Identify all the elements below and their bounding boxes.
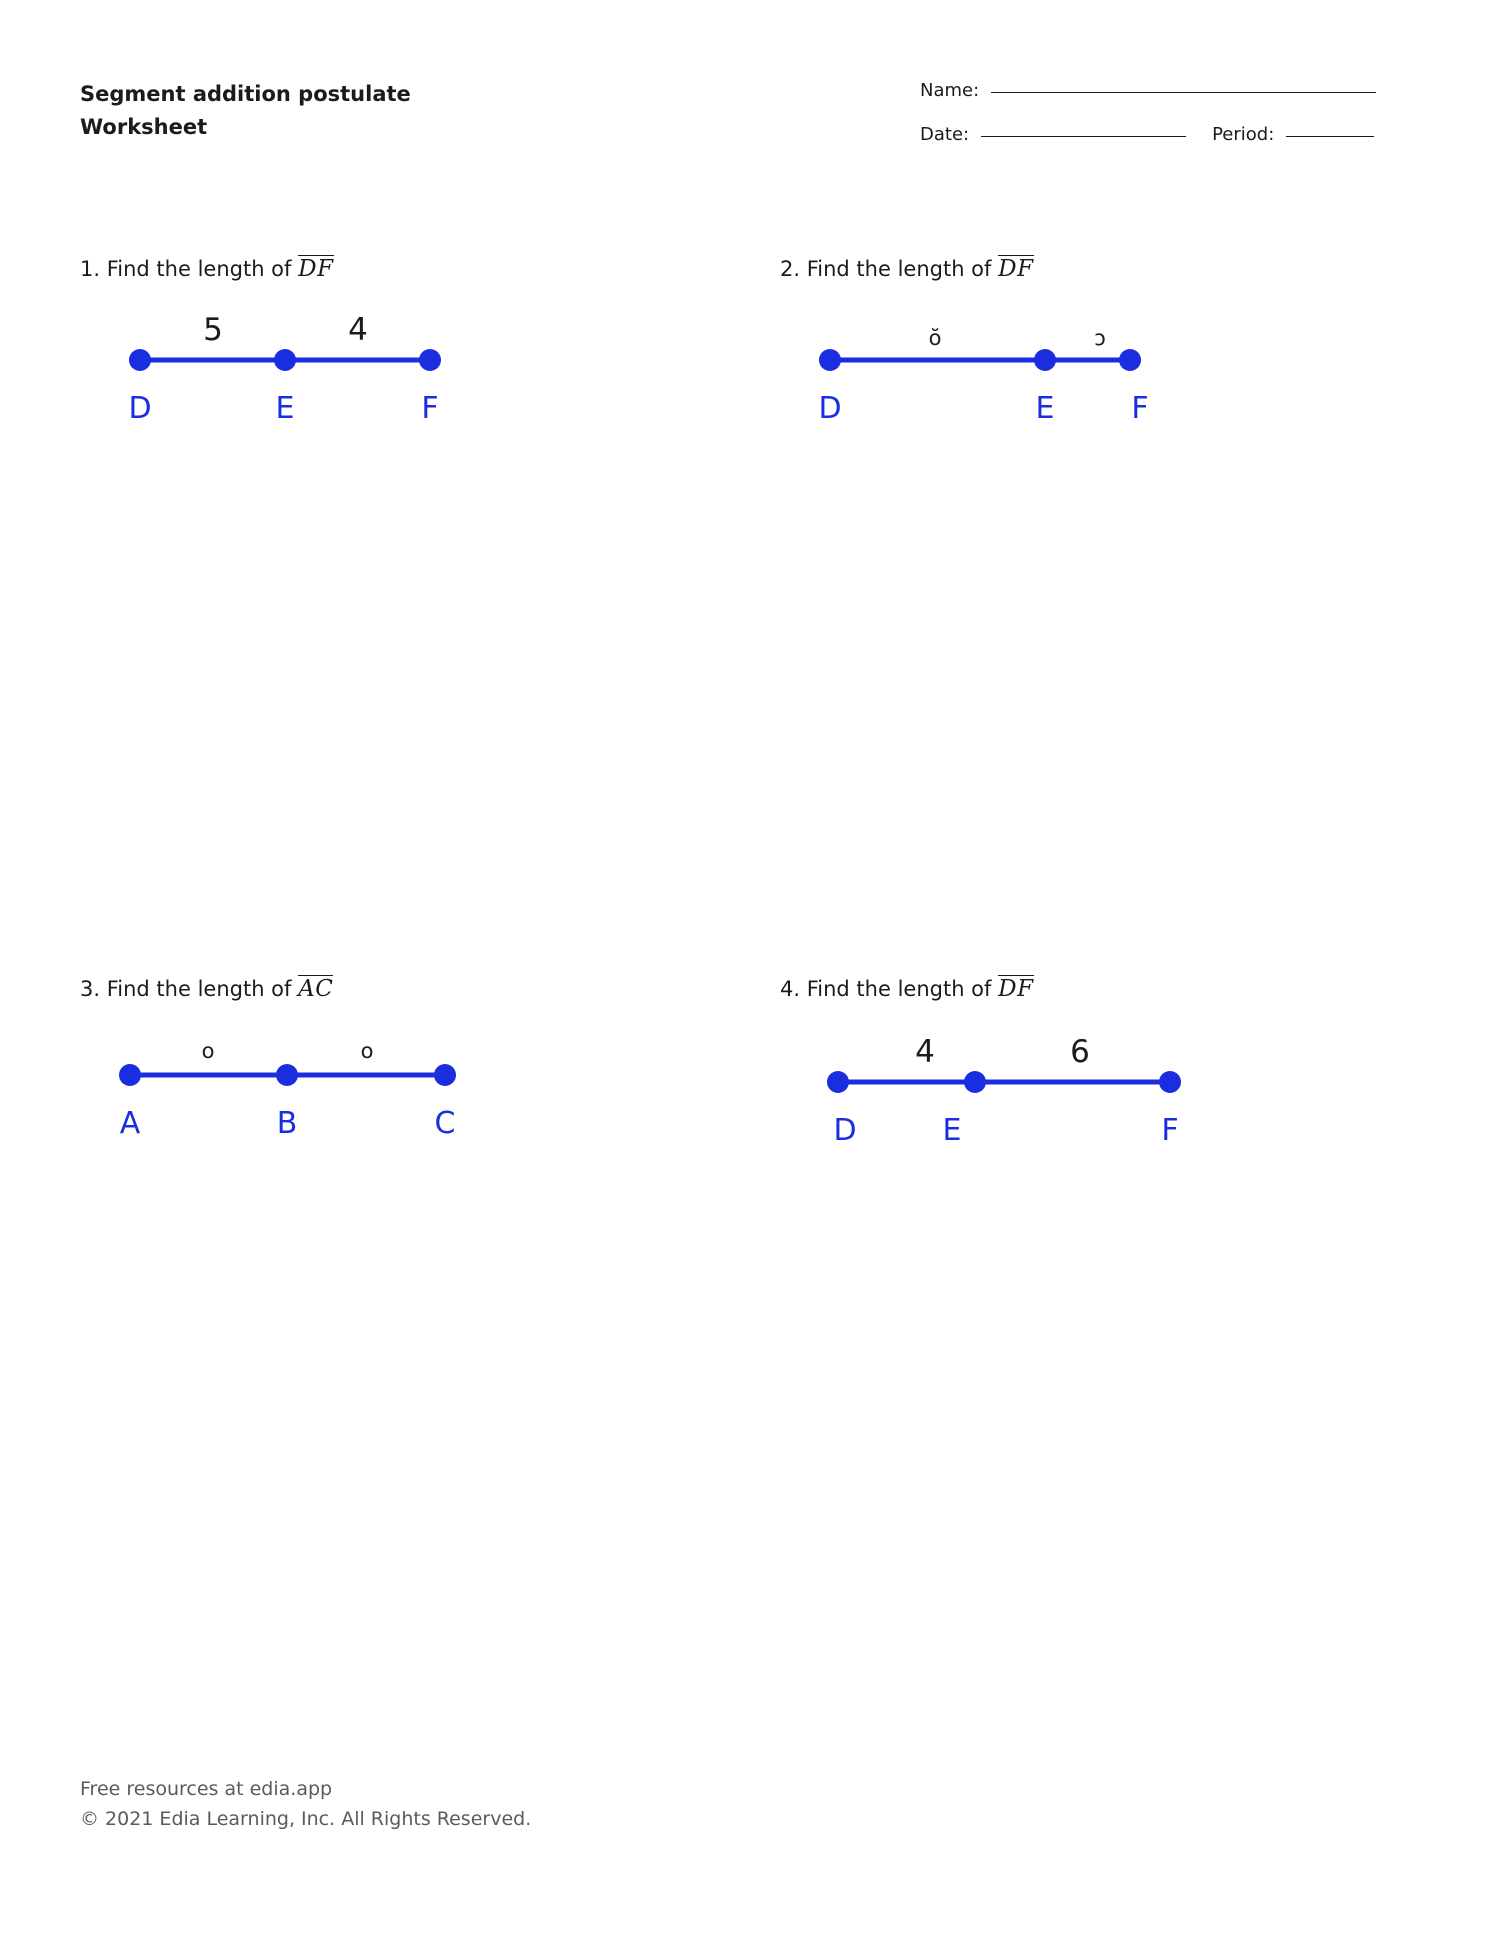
footer-copyright-line: © 2021 Edia Learning, Inc. All Rights Reserved.	[80, 1807, 532, 1830]
problem-3-number: 3.	[80, 977, 101, 1001]
problem-3-diagram	[80, 1020, 740, 1170]
problem-3	[80, 975, 740, 1170]
problem-1-value-1: 5	[203, 311, 223, 348]
problem-4	[780, 975, 1440, 1170]
problem-4-point-label-2: E	[942, 1112, 962, 1148]
point-dot-2	[1034, 349, 1056, 371]
point-dot-3	[434, 1064, 456, 1086]
problem-1-point-label-2: E	[275, 390, 295, 426]
problem-3-text: Find the length of	[106, 977, 292, 1001]
problem-1	[80, 255, 740, 450]
point-dot-1	[129, 349, 151, 371]
problem-1-point-label-3: F	[421, 390, 439, 426]
problem-2-segment-name: DF	[998, 256, 1034, 282]
date-period-row	[920, 124, 1420, 168]
problem-1-point-label-1: D	[128, 390, 152, 426]
point-dot-1	[819, 349, 841, 371]
problem-4-point-label-3: F	[1161, 1112, 1179, 1148]
problem-2-point-label-2: E	[1035, 390, 1055, 426]
page-header	[80, 78, 1420, 158]
point-dot-3	[1159, 1071, 1181, 1093]
problem-4-prompt	[780, 975, 1440, 1002]
page-footer	[80, 1775, 531, 1834]
name-input-line[interactable]	[991, 92, 1376, 93]
problem-4-text: Find the length of	[806, 977, 992, 1001]
problem-2-point-label-3: F	[1131, 390, 1149, 426]
problem-2-prompt	[780, 255, 1440, 282]
title-line-1: Segment addition postulate	[80, 82, 411, 106]
problem-4-diagram	[780, 1020, 1440, 1170]
problem-1-segment-name: DF	[298, 256, 334, 282]
problem-3-segment-name: AC	[298, 976, 334, 1002]
problem-1-diagram	[80, 300, 740, 450]
name-label: Name:	[920, 80, 980, 101]
point-dot-1	[119, 1064, 141, 1086]
problem-1-prompt	[80, 255, 740, 282]
problem-4-point-label-1: D	[833, 1112, 857, 1148]
problem-3-value-1: o	[201, 1038, 215, 1063]
problem-2-number: 2.	[780, 257, 801, 281]
date-label: Date:	[920, 124, 970, 145]
problem-1-text: Find the length of	[106, 257, 292, 281]
problem-2	[780, 255, 1440, 450]
period-input-line[interactable]	[1286, 136, 1374, 137]
name-row	[920, 80, 1420, 124]
student-meta-fields	[920, 80, 1420, 168]
problem-2-value-1: ŏ	[928, 325, 942, 350]
problem-3-point-label-3: C	[434, 1105, 456, 1141]
title-line-2: Worksheet	[80, 114, 208, 139]
point-dot-3	[1119, 349, 1141, 371]
point-dot-2	[964, 1071, 986, 1093]
point-dot-2	[276, 1064, 298, 1086]
problem-3-point-label-1: A	[119, 1105, 141, 1141]
problem-3-value-2: o	[360, 1038, 374, 1063]
problem-1-value-2: 4	[348, 311, 368, 348]
problem-1-number: 1.	[80, 257, 101, 281]
point-dot-3	[419, 349, 441, 371]
problem-3-point-label-2: B	[276, 1105, 298, 1141]
problem-2-diagram	[780, 300, 1440, 450]
period-label: Period:	[1212, 124, 1275, 145]
problem-4-value-1: 4	[915, 1033, 935, 1070]
problem-2-point-label-1: D	[818, 390, 842, 426]
point-dot-1	[827, 1071, 849, 1093]
footer-resource-line: Free resources at edia.app	[80, 1778, 333, 1801]
problem-2-text: Find the length of	[806, 257, 992, 281]
problem-3-prompt	[80, 975, 740, 1002]
date-input-line[interactable]	[981, 136, 1186, 137]
page-title	[80, 78, 411, 143]
problem-2-value-2: ͻ	[1094, 325, 1106, 350]
problem-4-segment-name: DF	[998, 976, 1034, 1002]
problem-4-number: 4.	[780, 977, 801, 1001]
point-dot-2	[274, 349, 296, 371]
problem-4-value-2: 6	[1070, 1033, 1090, 1070]
